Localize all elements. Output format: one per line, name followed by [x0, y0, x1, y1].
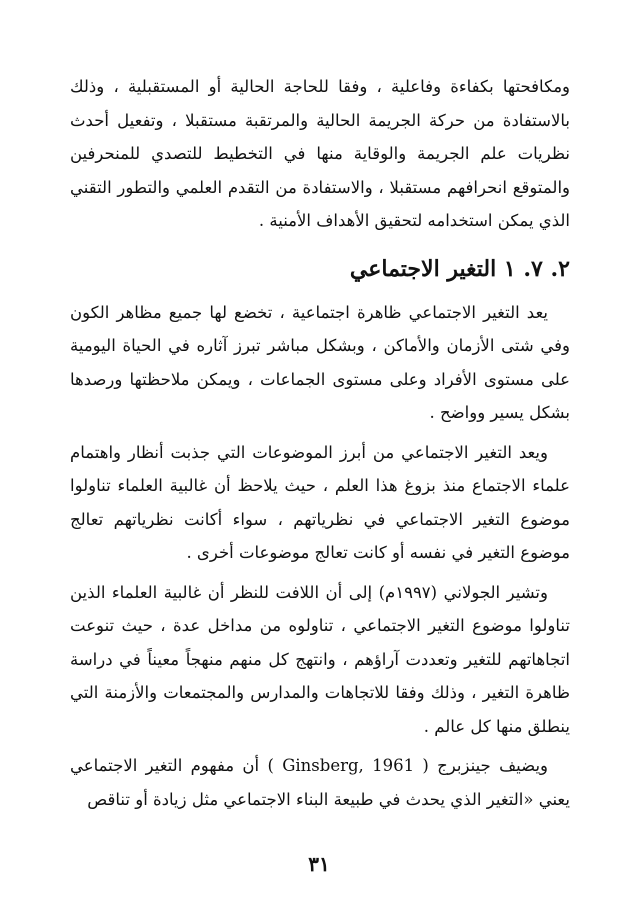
intro-paragraph: ومكافحتها بكفاءة وفاعلية ، وفقا للحاجة الحالية أو المستقبلية ، وذلك بالاستفادة من حركة الجريمة الحالية والمرتقبة مستقبلا ، وتفعيل أحدث نظريات علم الجريمة والوقاية منها في التخطيط للتصدي للمنحرفين والمتوقع انحرافهم مستقبلا ، والاستفادة من التقدم العلمي والتطور التقني الذي يمكن استخدامه لتحقيق الأهداف الأمنية . — [70, 77, 570, 230]
section-heading: ٢. ٧. ١ التغير الاجتماعي — [349, 255, 570, 282]
body-paragraph-4: ويضيف جينزبرج ( Ginsberg, 1961 ) أن مفهوم التغير الاجتماعي يعني «التغير الذي يحدث في طبيعة البناء الاجتماعي مثل زيادة أو تناقص — [70, 756, 570, 809]
document-page — [70, 70, 570, 816]
body-paragraph-3: وتشير الجولاني (١٩٩٧م) إلى أن اللافت للنظر أن غالبية العلماء الذين تناولوا موضوع التغير الاجتماعي ، تناولوه من مداخل عدة ، حيث تنوعت اتجاهاتهم للتغير وتعددت آراؤهم ، وانتهج كل منهم منهجاً معيناً في دراسة ظاهرة التغير ، وذلك وفقا للاتجاهات والمدارس والمجتمعات والأزمنة التي ينطلق منها كل عالم . — [70, 582, 570, 736]
page-number: ٣١ — [308, 852, 330, 876]
body-paragraph-2: ويعد التغير الاجتماعي من أبرز الموضوعات التي جذبت أنظار واهتمام علماء الاجتماع منذ بزوغ هذا العلم ، حيث يلاحظ أن غالبية العلماء تناولوا موضوع التغير الاجتماعي في نظرياتهم ، سواء أكانت نظرياتهم تعالج موضوع التغير في نفسه أو كانت تعالج موضوعات أخرى . — [70, 442, 570, 562]
body-paragraph-1: يعد التغير الاجتماعي ظاهرة اجتماعية ، تخضع لها جميع مظاهر الكون وفي شتى الأزمان والأماكن ، وبشكل مباشر تبرز آثاره في الحياة اليومية على مستوى الأفراد وعلى مستوى الجماعات ، ويمكن ملاحظتها ورصدها بشكل يسير وواضح . — [70, 302, 570, 422]
